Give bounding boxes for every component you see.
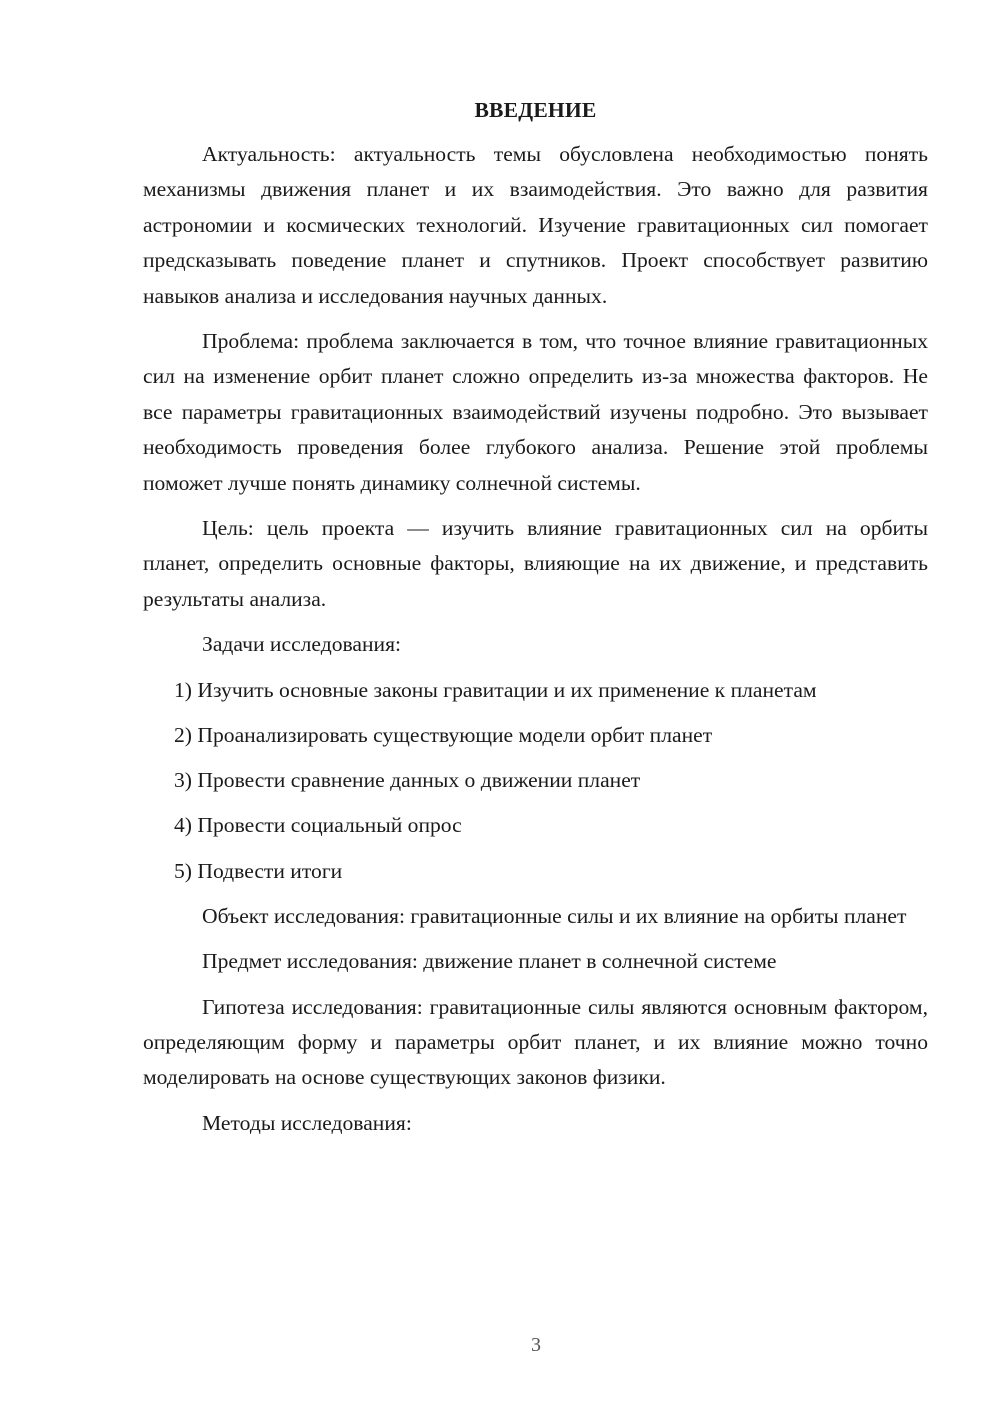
paragraph-problem: Проблема: проблема заключается в том, что точное влияние гравитационных сил на изменение орбит планет сложно определить из-за множества факторов. Не все параметры гравитационных взаимодействий изучены подробно. Это вызывает необходимость проведения более глубокого анализа. Решение этой проблемы поможет лучше понять динамику солнечной системы.: [143, 329, 928, 495]
tasks-heading: Задачи исследования:: [202, 632, 402, 657]
tasks-list: [143, 673, 928, 889]
page-number: 3: [531, 1334, 541, 1356]
paragraph-object: Объект исследования: гравитационные силы и их влияние на орбиты планет: [202, 903, 907, 928]
document-title: ВВЕДЕНИЕ: [474, 98, 597, 122]
paragraph-relevance: Актуальность: актуальность темы обусловлена необходимостью понять механизмы движения планет и их взаимодействия. Это важно для развития астрономии и космических технологий. Изучение гравитационных сил помогает предсказывать поведение планет и спутников. Проект способствует развитию навыков анализа и исследования научных данных.: [143, 142, 928, 308]
task-item-5: 5) Подвести итоги: [174, 858, 343, 883]
methods-heading: Методы исследования:: [202, 1110, 412, 1135]
document-page: [143, 95, 928, 1151]
task-item-3: 3) Провести сравнение данных о движении планет: [174, 768, 641, 793]
task-item-1: 1) Изучить основные законы гравитации и их применение к планетам: [174, 677, 817, 702]
paragraph-subject: Предмет исследования: движение планет в солнечной системе: [202, 949, 777, 974]
paragraph-hypothesis: Гипотеза исследования: гравитационные силы являются основным фактором, определяющим форму и параметры орбит планет, и их влияние можно точно моделировать на основе существующих законов физики.: [143, 994, 928, 1090]
task-item-2: 2) Проанализировать существующие модели орбит планет: [174, 722, 713, 747]
task-item-4: 4) Провести социальный опрос: [174, 813, 462, 838]
paragraph-goal: Цель: цель проекта — изучить влияние гравитационных сил на орбиты планет, определить основные факторы, влияющие на их движение, и представить результаты анализа.: [143, 516, 928, 611]
